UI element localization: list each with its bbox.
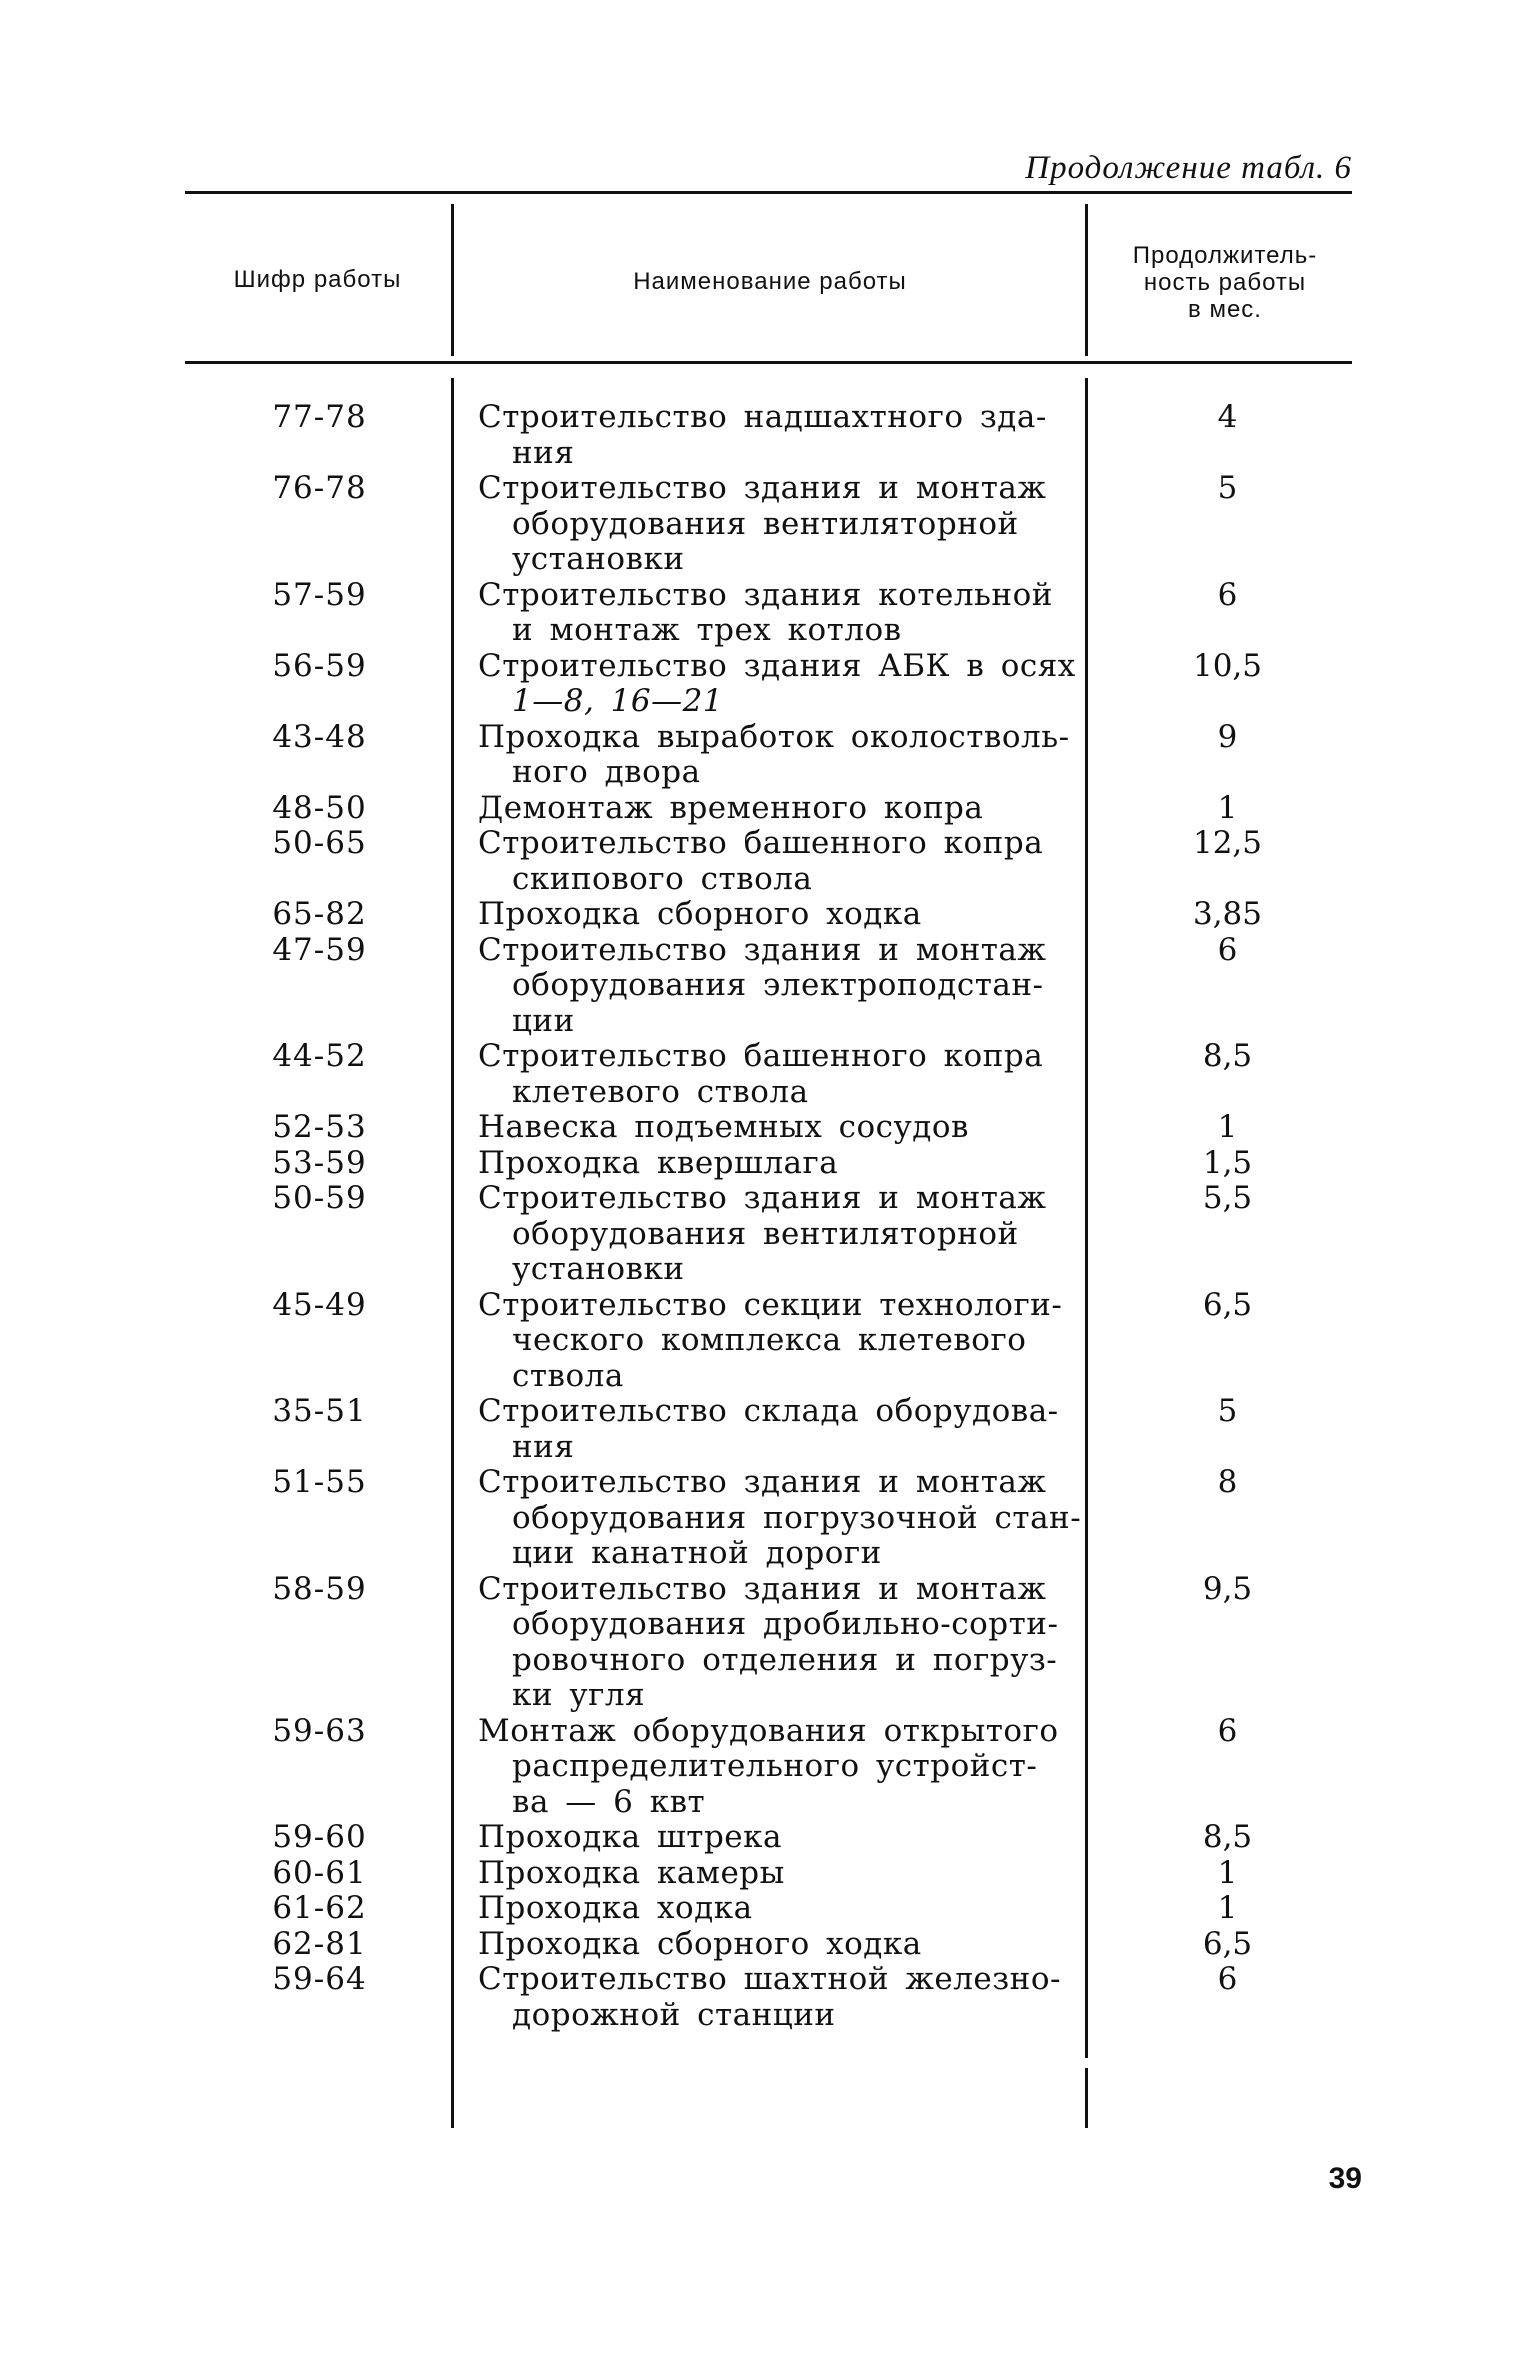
header-divider-right xyxy=(1085,204,1088,356)
row-name xyxy=(478,1927,1060,1963)
row-name-line: Навеска подъемных сосудов xyxy=(478,1109,969,1145)
row-code: 59-63 xyxy=(272,1712,367,1749)
row-code: 56-59 xyxy=(272,647,367,684)
row-duration: 8,5 xyxy=(1202,1819,1253,1855)
row-code: 35-51 xyxy=(272,1393,367,1429)
row-duration: 4 xyxy=(1217,399,1238,435)
row-name-line: установки xyxy=(512,541,685,577)
row-name-line: Проходка камеры xyxy=(478,1854,785,1891)
row-name-line: Строительство здания и монтаж xyxy=(478,1180,1047,1216)
row-name-line: Проходка ходка xyxy=(478,1890,753,1926)
row-name-line: ного двора xyxy=(512,754,701,790)
row-duration: 9,5 xyxy=(1202,1570,1253,1607)
row-name xyxy=(478,1714,1060,1821)
row-name xyxy=(478,1146,1060,1182)
row-duration: 10,5 xyxy=(1192,647,1263,684)
row-code: 76-78 xyxy=(272,470,367,506)
row-duration: 5 xyxy=(1217,1393,1238,1429)
row-name-line: ческого комплекса клетевого xyxy=(512,1322,1027,1358)
header-duration-line: ность работы xyxy=(1143,269,1307,296)
row-duration: 3,85 xyxy=(1192,896,1263,932)
row-code: 62-81 xyxy=(272,1925,367,1962)
row-name-line: Проходка сборного ходка xyxy=(478,896,922,932)
row-name-line: и монтаж трех котлов xyxy=(512,612,902,648)
row-name-line: ции xyxy=(512,1002,575,1039)
row-name xyxy=(478,1464,1082,1572)
row-duration: 1,5 xyxy=(1202,1144,1253,1181)
row-code: 50-59 xyxy=(272,1180,367,1216)
row-name xyxy=(478,933,1060,1040)
header-duration xyxy=(1095,242,1355,323)
row-duration: 1 xyxy=(1217,1109,1238,1145)
header-name: Наименование работы xyxy=(633,268,907,295)
row-duration: 1 xyxy=(1217,789,1238,826)
row-name xyxy=(478,647,1076,720)
row-name-line: Строительство секции технологи- xyxy=(478,1286,1063,1323)
row-name-line: Проходка квершлага xyxy=(478,1144,839,1181)
row-code: 61-62 xyxy=(272,1890,367,1926)
row-duration: 12,5 xyxy=(1192,825,1263,861)
row-name xyxy=(478,897,1060,933)
row-name xyxy=(478,1286,1063,1395)
row-name-line: Строительство склада оборудова- xyxy=(478,1393,1059,1429)
row-name-line: ния xyxy=(512,434,575,471)
header-divider-left xyxy=(451,204,454,356)
header-duration-line: в мес. xyxy=(1188,296,1262,323)
row-code: 77-78 xyxy=(272,399,367,435)
row-name-line: Проходка сборного ходка xyxy=(478,1925,922,1962)
row-name-line: ствола xyxy=(512,1357,624,1394)
row-duration: 6 xyxy=(1217,1961,1238,1997)
page-number: 39 xyxy=(1328,2162,1362,2195)
row-code: 53-59 xyxy=(272,1144,367,1181)
row-name-line: Строительство здания и монтаж xyxy=(478,1570,1047,1607)
row-name xyxy=(478,718,1070,791)
row-name xyxy=(478,1110,1060,1146)
row-code: 52-53 xyxy=(272,1109,367,1145)
row-duration: 8 xyxy=(1217,1464,1238,1500)
row-name xyxy=(478,791,1060,827)
row-name xyxy=(478,471,1060,578)
row-duration: 6 xyxy=(1217,1712,1238,1749)
row-code: 48-50 xyxy=(272,789,367,826)
row-name-line: дорожной станции xyxy=(512,1996,836,2033)
row-name-line: клетевого ствола xyxy=(512,1073,809,1110)
row-duration: 6 xyxy=(1217,931,1238,968)
body-divider-right-tail xyxy=(1085,2068,1088,2128)
row-code: 50-65 xyxy=(272,825,367,861)
row-duration: 6,5 xyxy=(1202,1286,1253,1323)
row-name-line: ки угля xyxy=(512,1677,646,1713)
row-name-line: установки xyxy=(512,1251,685,1287)
row-name xyxy=(478,400,1060,471)
row-name-line: оборудования вентиляторной xyxy=(512,1215,1019,1252)
row-code: 57-59 xyxy=(272,576,367,613)
row-code: 43-48 xyxy=(272,718,367,755)
row-duration: 5,5 xyxy=(1202,1180,1253,1216)
row-name-line: Монтаж оборудования открытого xyxy=(478,1712,1059,1749)
row-code: 44-52 xyxy=(272,1038,367,1074)
row-name-line: Строительство здания и монтаж xyxy=(478,931,1047,968)
row-name-line: оборудования электроподстан- xyxy=(512,967,1044,1003)
table-caption: Продолжение табл. 6 xyxy=(1025,150,1352,186)
row-name-line: Строительство башенного копра xyxy=(478,1038,1044,1074)
row-name-line: Строительство шахтной железно- xyxy=(478,1961,1061,1997)
header-bottom-rule xyxy=(185,361,1352,364)
row-name xyxy=(478,1820,1060,1856)
row-name-line: Проходка штрека xyxy=(478,1819,783,1855)
row-duration: 8,5 xyxy=(1202,1038,1253,1074)
row-name xyxy=(478,1039,1060,1110)
row-duration: 1 xyxy=(1217,1890,1238,1926)
row-name-line: ции канатной дороги xyxy=(512,1535,882,1571)
row-name-line: Демонтаж временного копра xyxy=(478,789,984,826)
top-rule xyxy=(185,191,1352,194)
row-duration: 6 xyxy=(1217,576,1238,613)
row-name-line: скипового ствола xyxy=(512,860,813,897)
row-name-line: Строительство башенного копра xyxy=(478,825,1044,861)
row-duration: 9 xyxy=(1217,718,1238,755)
row-name-line: Строительство надшахтного зда- xyxy=(478,399,1047,435)
row-name-line: 1—8, 16—21 xyxy=(512,683,724,719)
body-divider-left xyxy=(451,378,454,2128)
row-name-line: ровочного отделения и погруз- xyxy=(512,1641,1058,1678)
row-name-line: Строительство здания и монтаж xyxy=(478,1464,1047,1500)
row-name-line: распределительного устройст- xyxy=(512,1748,1038,1784)
row-name-line: Проходка выработок околостволь- xyxy=(478,718,1070,755)
row-code: 58-59 xyxy=(272,1570,367,1607)
row-duration: 5 xyxy=(1217,470,1238,506)
row-code: 51-55 xyxy=(272,1464,367,1500)
header-duration-line: Продолжитель- xyxy=(1132,242,1318,269)
row-name-line: Строительство здания АБК в осях xyxy=(478,647,1076,684)
row-duration: 1 xyxy=(1217,1854,1238,1891)
row-name-line: оборудования вентиляторной xyxy=(512,505,1019,542)
row-name-line: Строительство здания и монтаж xyxy=(478,470,1047,506)
row-name-line: Строительство здания котельной xyxy=(478,576,1053,613)
row-name-line: ва — 6 квт xyxy=(512,1783,706,1820)
row-code: 45-49 xyxy=(272,1286,367,1323)
row-name xyxy=(478,1181,1060,1288)
row-name xyxy=(478,1856,1060,1892)
row-name xyxy=(478,1962,1060,2033)
row-duration: 6,5 xyxy=(1202,1925,1253,1962)
body-divider-right xyxy=(1085,378,1088,2058)
row-code: 59-64 xyxy=(272,1961,367,1997)
row-name xyxy=(478,578,1060,649)
row-code: 65-82 xyxy=(272,896,367,932)
row-name xyxy=(478,1394,1060,1465)
row-code: 59-60 xyxy=(272,1819,367,1855)
row-name xyxy=(478,826,1060,897)
row-name-line: оборудования погрузочной стан- xyxy=(512,1499,1082,1536)
row-name-line: ния xyxy=(512,1428,575,1465)
row-code: 60-61 xyxy=(272,1854,367,1891)
row-name-line: оборудования дробильно-сорти- xyxy=(512,1606,1059,1642)
row-name xyxy=(478,1572,1060,1714)
row-name xyxy=(478,1891,1060,1927)
header-code: Шифр работы xyxy=(233,266,402,293)
row-code: 47-59 xyxy=(272,931,367,968)
